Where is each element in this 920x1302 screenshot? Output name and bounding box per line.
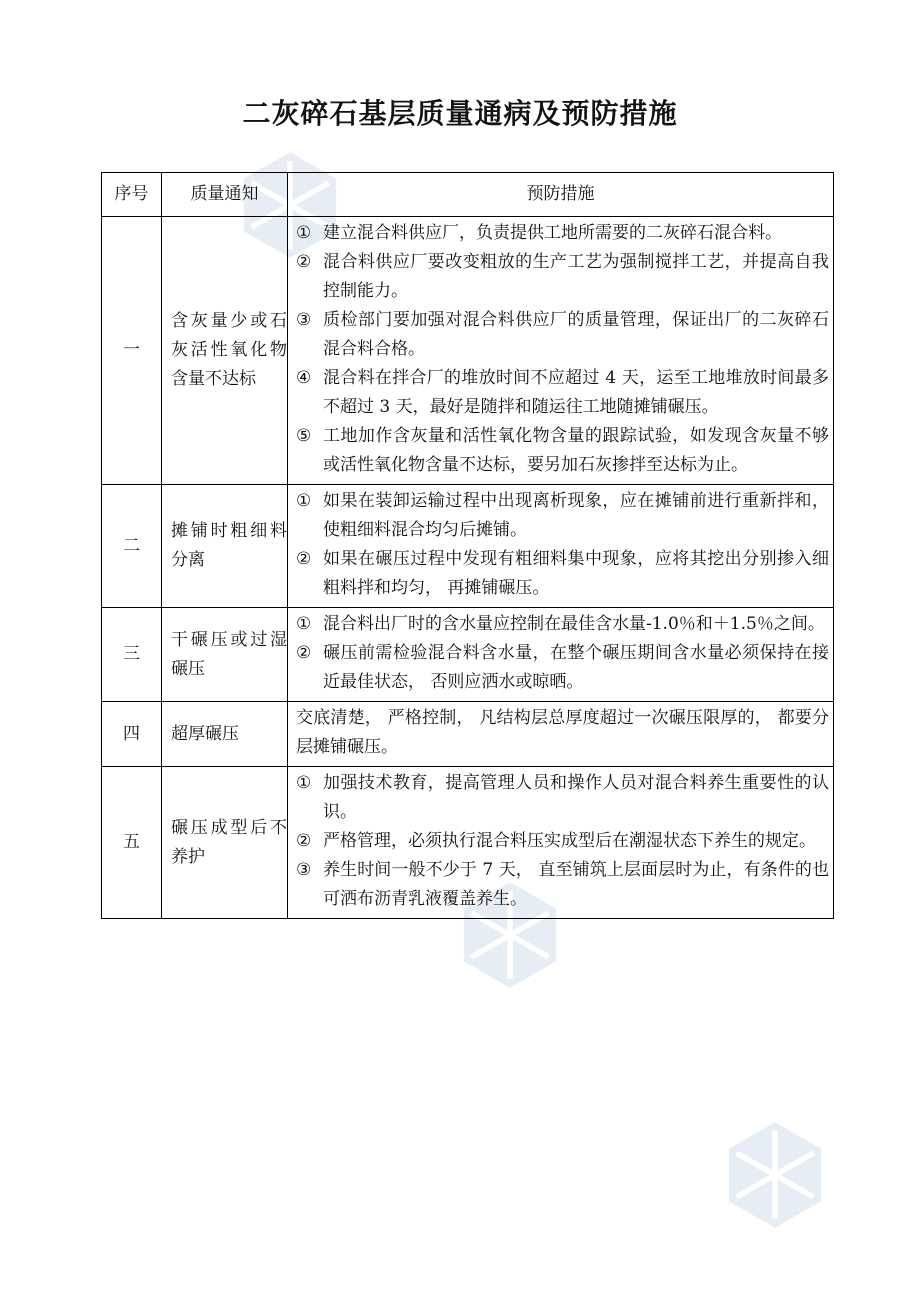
measure-number: ② bbox=[296, 643, 312, 663]
row-number: 二 bbox=[102, 485, 162, 608]
measures-cell bbox=[288, 217, 834, 485]
measure-number: ① bbox=[296, 223, 312, 243]
measure-item bbox=[296, 306, 829, 364]
table-row bbox=[102, 702, 834, 767]
issue-cell: 碾压成型后不养护 bbox=[162, 767, 288, 919]
measure-item bbox=[296, 219, 829, 248]
measure-number: ① bbox=[296, 773, 312, 793]
measure-text: 如果在装卸运输过程中出现离析现象，应在摊铺前进行重新拌和， 使粗细料混合均匀后摊铺。 bbox=[323, 491, 829, 540]
table-row bbox=[102, 767, 834, 919]
measure-item bbox=[296, 422, 829, 480]
row-number: 三 bbox=[102, 608, 162, 702]
row-number: 四 bbox=[102, 702, 162, 767]
measures-table bbox=[101, 172, 834, 919]
measure-text: 混合料在拌合厂的堆放时间不应超过 4 天，运至工地堆放时间最多不超过 3 天，最好是随拌和随运往工地随摊铺碾压。 bbox=[323, 368, 829, 417]
measure-text: 养生时间一般不少于 7 天， 直至铺筑上层面层时为止，有条件的也可洒布沥青乳液覆盖养生。 bbox=[323, 860, 829, 909]
issue-cell: 干碾压或过湿碾压 bbox=[162, 608, 288, 702]
measure-number: ① bbox=[296, 614, 312, 634]
table-header-row bbox=[102, 173, 834, 217]
measure-number: ② bbox=[296, 549, 312, 569]
table-row bbox=[102, 608, 834, 702]
measure-number: ① bbox=[296, 491, 312, 511]
measure-number: ⑤ bbox=[296, 426, 312, 446]
document-title: 二灰碎石基层质量通病及预防措施 bbox=[242, 97, 678, 130]
measure-item bbox=[296, 545, 829, 603]
header-no: 序号 bbox=[102, 173, 162, 217]
measure-text: 加强技术教育，提高管理人员和操作人员对混合料养生重要性的认识。 bbox=[323, 773, 829, 822]
measure-text: 严格管理，必须执行混合料压实成型后在潮湿状态下养生的规定。 bbox=[323, 831, 816, 851]
measures-cell bbox=[288, 485, 834, 608]
measure-item bbox=[296, 639, 829, 697]
measure-item bbox=[296, 769, 829, 827]
row-number: 一 bbox=[102, 217, 162, 485]
measure-number: ② bbox=[296, 831, 312, 851]
measures-cell bbox=[288, 608, 834, 702]
row-number: 五 bbox=[102, 767, 162, 919]
table-row bbox=[102, 485, 834, 608]
issue-cell: 超厚碾压 bbox=[162, 702, 288, 767]
measure-text: 工地加作含灰量和活性氧化物含量的跟踪试验，如发现含灰量不够或活性氧化物含量不达标，要另加石灰掺拌至达标为止。 bbox=[323, 426, 829, 475]
table-row bbox=[102, 217, 834, 485]
measure-text: 如果在碾压过程中发现有粗细料集中现象，应将其挖出分别掺入细粗料拌和均匀， 再摊铺碾压。 bbox=[323, 549, 829, 598]
measure-item bbox=[296, 364, 829, 422]
measure-number: ③ bbox=[296, 860, 312, 880]
measure-item bbox=[296, 856, 829, 914]
measures-cell bbox=[288, 767, 834, 919]
measure-item bbox=[296, 487, 829, 545]
header-measures: 预防措施 bbox=[288, 173, 834, 217]
measure-text: 碾压前需检验混合料含水量，在整个碾压期间含水量必须保持在接近最佳状态， 否则应洒水或晾晒。 bbox=[323, 643, 829, 692]
watermark-snowflake-icon bbox=[720, 1120, 830, 1230]
measure-text: 混合料供应厂要改变粗放的生产工艺为强制搅拌工艺，并提高自我控制能力。 bbox=[323, 252, 829, 301]
measure-number: ② bbox=[296, 252, 312, 272]
issue-cell: 含灰量少或石灰活性氧化物含量不达标 bbox=[162, 217, 288, 485]
measure-number: ③ bbox=[296, 310, 312, 330]
measure-item bbox=[296, 610, 829, 639]
header-issue: 质量通知 bbox=[162, 173, 288, 217]
measure-text: 混合料出厂时的含水量应控制在最佳含水量-1.0％和＋1.5％之间。 bbox=[323, 614, 825, 634]
issue-cell: 摊铺时粗细料分离 bbox=[162, 485, 288, 608]
measure-number: ④ bbox=[296, 368, 312, 388]
measures-cell bbox=[288, 702, 834, 767]
measure-item bbox=[296, 827, 829, 856]
measure-text: 交底清楚， 严格控制， 凡结构层总厚度超过一次碾压限厚的， 都要分层摊铺碾压。 bbox=[296, 708, 829, 757]
measure-item bbox=[296, 248, 829, 306]
measure-text: 建立混合料供应厂，负责提供工地所需要的二灰碎石混合料。 bbox=[323, 223, 782, 243]
measure-text: 质检部门要加强对混合料供应厂的质量管理，保证出厂的二灰碎石混合料合格。 bbox=[323, 310, 829, 359]
